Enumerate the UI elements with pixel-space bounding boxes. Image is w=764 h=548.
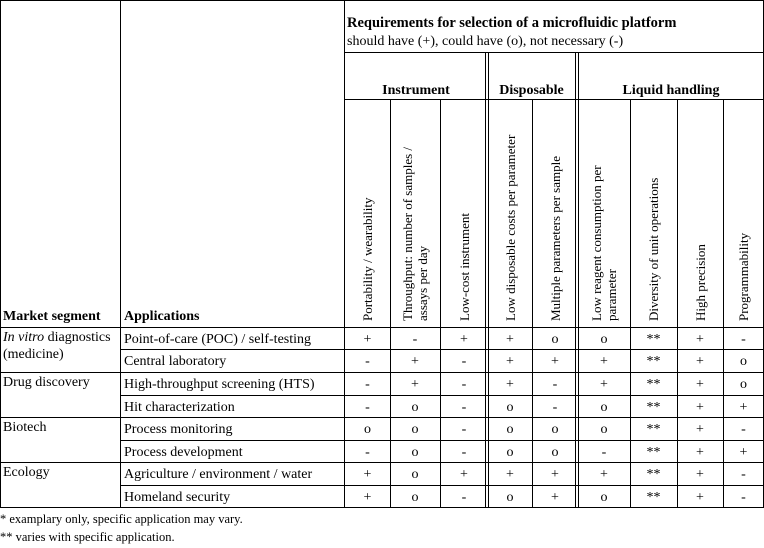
- column-header-4-line-0: Multiple parameters per sample: [547, 156, 563, 321]
- column-header-1-line-0: Throughput: number of samples /: [400, 146, 415, 321]
- rule-row-1: [0, 372, 764, 373]
- mark-r1-c2: -: [461, 354, 467, 369]
- mark-r0-c6: **: [646, 332, 661, 347]
- application-1: Central laboratory: [124, 354, 227, 369]
- rule-row-5: [0, 462, 764, 463]
- mark-r0-c4: o: [551, 332, 559, 347]
- mark-r6-c6: **: [646, 467, 661, 482]
- group-instrument: Instrument: [382, 83, 450, 98]
- column-header-6-line-0: Diversity of unit operations: [646, 177, 661, 321]
- mark-r7-c3: o: [506, 490, 514, 505]
- column-header-2-line-0: Low-cost instrument: [456, 213, 472, 321]
- mark-r3-c4: -: [552, 400, 558, 415]
- rule-bottom: [0, 507, 764, 508]
- mark-r6-c0: +: [363, 467, 372, 482]
- mark-r7-c4: +: [551, 490, 559, 505]
- mark-r7-c5: o: [600, 490, 608, 505]
- mark-r2-c1: +: [411, 377, 419, 392]
- rule-under-groups: [345, 99, 764, 100]
- mark-r7-c6: **: [646, 490, 661, 505]
- mark-r5-c2: -: [461, 445, 467, 460]
- mark-r3-c1: o: [411, 400, 419, 415]
- mark-r1-c5: +: [600, 354, 608, 369]
- mark-r1-c6: **: [646, 354, 661, 369]
- mark-r3-c2: -: [461, 400, 467, 415]
- mark-r2-c6: **: [646, 377, 661, 392]
- mark-r5-c3: o: [506, 445, 514, 460]
- applications-header: Applications: [124, 309, 200, 324]
- group-disposable: Disposable: [499, 83, 564, 98]
- market-segment-header: Market segment: [3, 309, 101, 324]
- mark-r2-c7: +: [696, 377, 704, 392]
- market-segment-2: Biotech: [3, 420, 47, 435]
- mark-r1-c1: +: [411, 354, 419, 369]
- mark-r2-c2: -: [461, 377, 467, 392]
- mark-r2-c8: o: [740, 377, 747, 392]
- mark-r3-c0: -: [365, 400, 370, 415]
- mark-r6-c3: +: [506, 467, 514, 482]
- rule-under-header: [0, 327, 764, 328]
- application-6: Agriculture / environment / water: [124, 467, 313, 482]
- market-segment-0: In vitro diagnostics (medicine): [3, 330, 111, 362]
- mark-r2-c4: -: [552, 377, 558, 392]
- rule-row-6: [120, 485, 764, 486]
- mark-r0-c5: o: [600, 332, 608, 347]
- column-header-0-line-0: Portability / wearability: [360, 197, 375, 321]
- column-header-3-line-0: Low disposable costs per parameter: [502, 134, 518, 321]
- mark-r6-c1: o: [411, 467, 419, 482]
- mark-r0-c2: +: [460, 332, 468, 347]
- mark-r0-c0: +: [363, 332, 372, 347]
- rule-under-title: [345, 52, 764, 53]
- mark-r4-c3: o: [506, 422, 514, 437]
- footnote-1: * examplary only, specific application may vary.: [0, 512, 243, 526]
- mark-r5-c6: **: [646, 445, 661, 460]
- mark-r6-c2: +: [460, 467, 468, 482]
- mark-r1-c8: o: [740, 354, 747, 369]
- mark-r5-c7: +: [696, 445, 704, 460]
- mark-r4-c1: o: [411, 422, 419, 437]
- mark-r2-c0: -: [365, 377, 370, 392]
- mark-r6-c8: -: [741, 467, 746, 482]
- column-header-7-line-0: High precision: [692, 244, 708, 321]
- mark-r6-c4: +: [551, 467, 559, 482]
- mark-r2-c3: +: [506, 377, 514, 392]
- mark-r1-c3: +: [506, 354, 514, 369]
- mark-r3-c3: o: [506, 400, 514, 415]
- mark-r7-c7: +: [696, 490, 704, 505]
- mark-r1-c4: +: [551, 354, 559, 369]
- mark-r3-c6: **: [646, 400, 661, 415]
- table-subtitle: should have (+), could have (o), not necessary (-): [347, 34, 624, 49]
- rule-left: [0, 0, 1, 508]
- mark-r7-c8: -: [741, 490, 746, 505]
- mark-r5-c0: -: [365, 445, 370, 460]
- application-4: Process monitoring: [124, 422, 233, 437]
- mark-r4-c7: +: [696, 422, 704, 437]
- mark-r1-c0: -: [365, 354, 370, 369]
- mark-r7-c0: +: [363, 490, 372, 505]
- mark-r4-c2: -: [461, 422, 467, 437]
- rule-row-4: [120, 440, 764, 441]
- rule-row-0: [120, 349, 764, 350]
- group-liquid-handling: Liquid handling: [622, 83, 720, 98]
- application-0: Point-of-care (POC) / self-testing: [124, 332, 312, 347]
- mark-r0-c1: -: [412, 332, 418, 347]
- table-title: Requirements for selection of a microfluidic platform: [347, 15, 677, 31]
- mark-r2-c5: +: [600, 377, 608, 392]
- mark-r5-c5: -: [601, 445, 607, 460]
- mark-r3-c7: +: [696, 400, 704, 415]
- mark-r7-c1: o: [411, 490, 419, 505]
- application-2: High-throughput screening (HTS): [124, 377, 315, 392]
- rule-row-3: [0, 417, 764, 418]
- footnote-2: ** varies with specific application.: [0, 530, 175, 544]
- rule-row-2: [120, 395, 764, 396]
- column-header-1-line-1: assays per day: [415, 245, 430, 321]
- mark-r4-c5: o: [600, 422, 608, 437]
- mark-r3-c8: +: [739, 400, 748, 415]
- column-header-5-line-1: parameter: [604, 269, 619, 321]
- mark-r4-c0: o: [364, 422, 371, 437]
- mark-r5-c1: o: [411, 445, 419, 460]
- column-header-8-line-0: Programmability: [736, 232, 751, 321]
- mark-r4-c4: o: [551, 422, 559, 437]
- mark-r0-c7: +: [696, 332, 704, 347]
- application-3: Hit characterization: [124, 400, 235, 415]
- rule-segment-divider: [120, 0, 121, 508]
- column-header-5-line-0: Low reagent consumption per: [589, 165, 604, 321]
- market-segment-3: Ecology: [3, 465, 50, 480]
- mark-r6-c5: +: [600, 467, 608, 482]
- mark-r4-c6: **: [646, 422, 661, 437]
- application-5: Process development: [124, 445, 243, 460]
- mark-r7-c2: -: [461, 490, 467, 505]
- application-7: Homeland security: [124, 490, 231, 505]
- mark-r5-c8: +: [739, 445, 748, 460]
- mark-r3-c5: o: [600, 400, 608, 415]
- mark-r1-c7: +: [696, 354, 704, 369]
- mark-r5-c4: o: [551, 445, 559, 460]
- mark-r4-c8: -: [741, 422, 746, 437]
- market-segment-1: Drug discovery: [3, 375, 90, 390]
- mark-r0-c8: -: [741, 332, 746, 347]
- mark-r6-c7: +: [696, 467, 704, 482]
- mark-r0-c3: +: [506, 332, 514, 347]
- rule-top: [0, 0, 764, 1]
